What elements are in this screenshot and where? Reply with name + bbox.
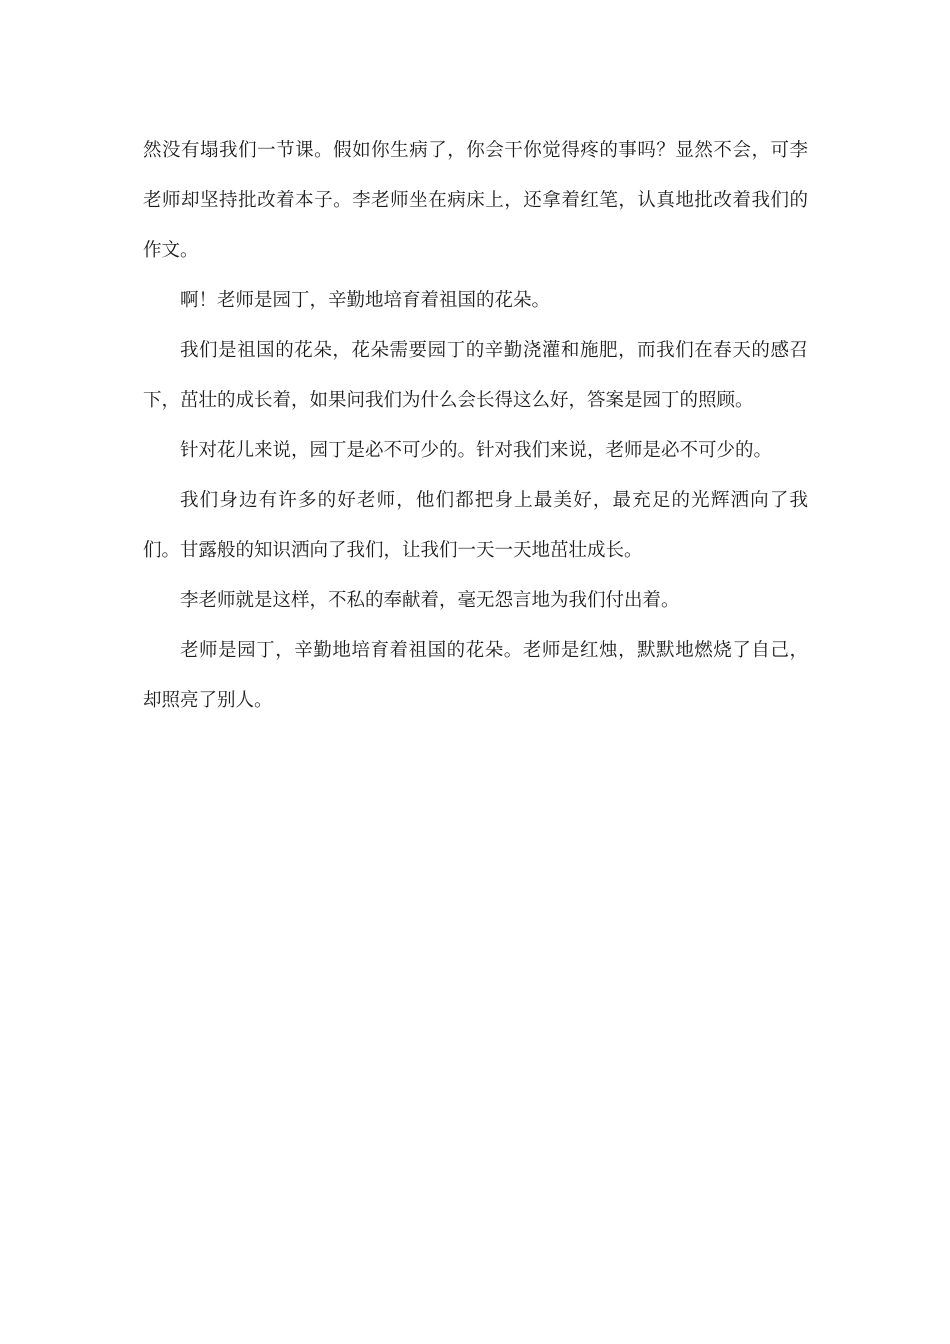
paragraph: 我们身边有许多的好老师，他们都把身上最美好，最充足的光辉洒向了我们。甘露般的知识洒向了我们，让我们一天一天地茁壮成长。 [143, 490, 808, 561]
paragraph: 啊！老师是园丁，辛勤地培育着祖国的花朵。 [180, 290, 551, 311]
paragraph: 老师是园丁，辛勤地培育着祖国的花朵。老师是红烛，默默地燃烧了自己，却照亮了别人。 [143, 640, 808, 711]
paragraph: 针对花儿来说，园丁是必不可少的。针对我们来说，老师是必不可少的。 [180, 440, 773, 461]
paragraph: 我们是祖国的花朵，花朵需要园丁的辛勤浇灌和施肥，而我们在春天的感召下，茁壮的成长着，如果问我们为什么会长得这么好，答案是园丁的照顾。 [143, 340, 808, 411]
paragraph-continuation: 然没有塌我们一节课。假如你生病了，你会干你觉得疼的事吗？显然不会，可李老师却坚持批改着本子。李老师坐在病床上，还拿着红笔，认真地批改着我们的作文。 [143, 140, 808, 261]
essay-body [143, 126, 808, 726]
paragraph: 李老师就是这样，不私的奉献着，毫无怨言地为我们付出着。 [180, 590, 680, 611]
